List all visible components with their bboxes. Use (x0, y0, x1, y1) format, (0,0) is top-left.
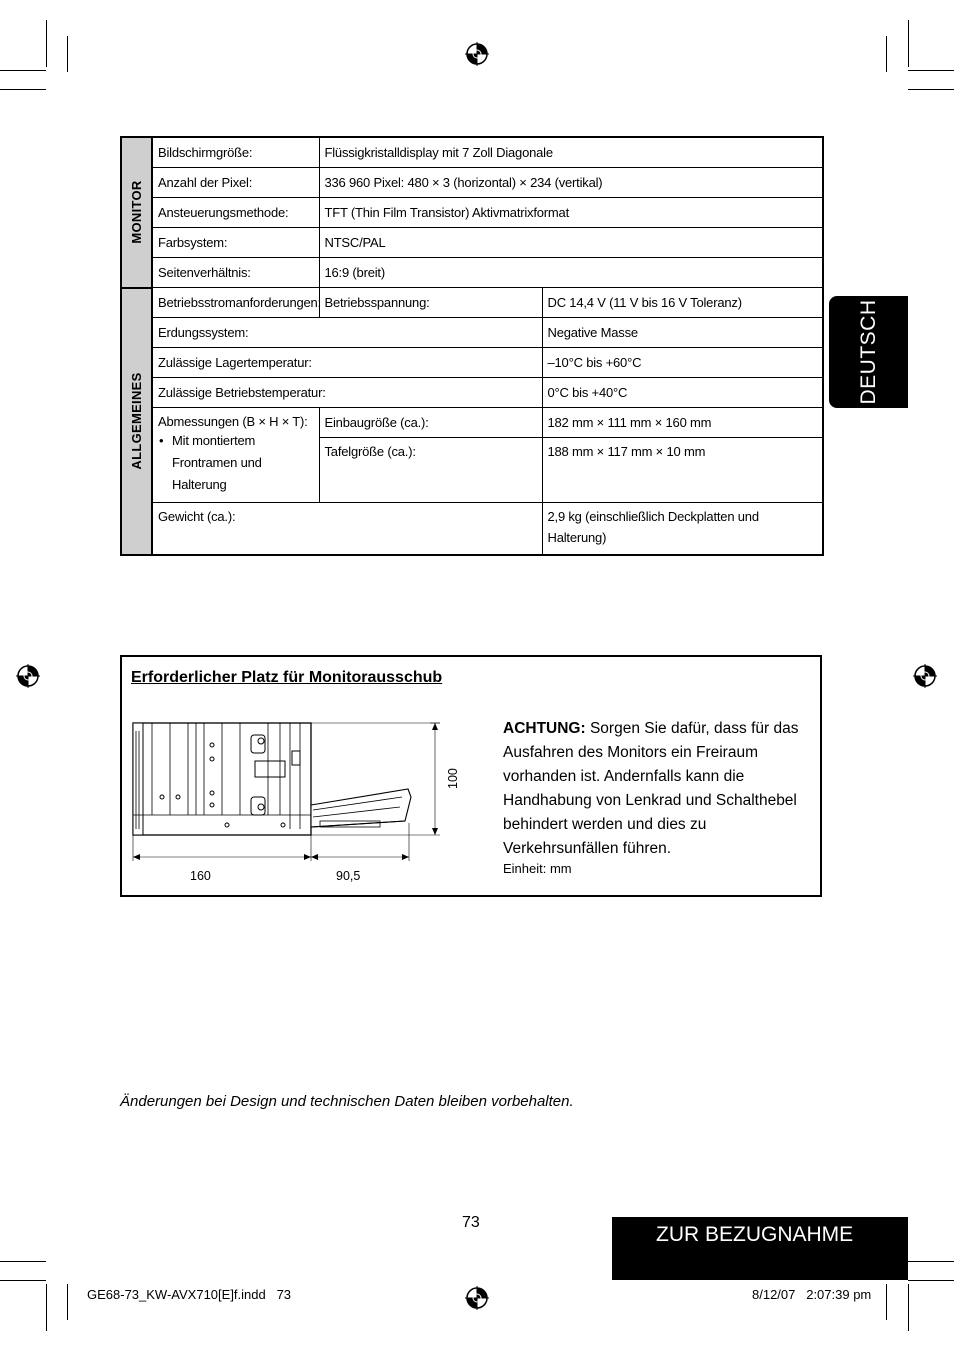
disclaimer-note: Änderungen bei Design und technischen Daten bleiben vorbehalten. (120, 1093, 574, 1110)
list-item: Frontramen und (172, 455, 262, 470)
spec-label-dimensions (152, 408, 319, 503)
warning-text: ACHTUNG: Sorgen Sie dafür, dass für das Ausfahren des Monitors ein Freiraum vorhanden ist. Andernfalls kann die Handhabung von Lenkrad und Schalthebel behindert werden und dies zu Verkehrsunfällen führen. (503, 720, 799, 857)
table-row (121, 168, 823, 198)
spec-label: Zulässige Betriebstemperatur: (152, 378, 542, 408)
spec-value: NTSC/PAL (319, 228, 823, 258)
spec-value: 336 960 Pixel: 480 × 3 (horizontal) × 234 (vertikal) (319, 168, 823, 198)
monitor-clearance-diagram (130, 717, 460, 887)
spec-value: 0°C bis +40°C (542, 378, 823, 408)
spec-value: DC 14,4 V (11 V bis 16 V Toleranz) (542, 288, 823, 318)
spec-label: Betriebsstromanforderungen: (152, 288, 319, 318)
table-row (121, 288, 823, 318)
table-row (121, 503, 823, 556)
spec-sublabel: Einbaugröße (ca.): (319, 408, 542, 438)
spec-value: 2,9 kg (einschließlich Deckplatten und Halterung) (542, 503, 823, 556)
table-row (121, 137, 823, 168)
language-tab (829, 296, 908, 408)
list-item: • Mit montiertem (159, 433, 256, 448)
warning-label: ACHTUNG: (503, 720, 586, 737)
spec-label: Gewicht (ca.): (152, 503, 542, 556)
spec-label: Ansteuerungsmethode: (152, 198, 319, 228)
spec-label: Seitenverhältnis: (152, 258, 319, 288)
dimension-label: 100 (446, 768, 460, 789)
unit-note: Einheit: mm (503, 861, 572, 876)
spec-value: 188 mm × 117 mm × 10 mm (542, 438, 823, 503)
list-item: Halterung (172, 477, 227, 492)
spec-table (120, 136, 824, 556)
spec-sublabel: Tafelgröße (ca.): (319, 438, 542, 503)
box-heading: Erforderlicher Platz für Monitorausschub (131, 669, 443, 686)
registration-mark-icon (465, 1286, 489, 1310)
spec-value: TFT (Thin Film Transistor) Aktivmatrixformat (319, 198, 823, 228)
dimension-label: 160 (190, 869, 211, 883)
table-row (121, 258, 823, 288)
spec-value: –10°C bis +60°C (542, 348, 823, 378)
table-row (121, 348, 823, 378)
table-row (121, 198, 823, 228)
section-label-monitor: MONITOR (128, 180, 144, 244)
section-general (121, 288, 152, 556)
section-tab-reference (612, 1217, 908, 1280)
section-monitor (121, 137, 152, 288)
registration-mark-icon (16, 664, 40, 688)
spec-value: Negative Masse (542, 318, 823, 348)
spec-label: Bildschirmgröße: (152, 137, 319, 168)
section-tab-label: ZUR BEZUGNAHME (656, 1223, 854, 1246)
print-slug-date: 8/12/07 2:07:39 pm (752, 1287, 872, 1302)
table-row (121, 228, 823, 258)
spec-label: Anzahl der Pixel: (152, 168, 319, 198)
section-label-general: ALLGEMEINES (128, 372, 144, 470)
spec-label: Abmessungen (B × H × T): (158, 414, 308, 429)
monitor-clearance-box (120, 655, 822, 897)
table-row (121, 378, 823, 408)
registration-mark-icon (465, 42, 489, 66)
print-slug-file: GE68-73_KW-AVX710[E]f.indd 73 (87, 1287, 292, 1302)
page-number: 73 (462, 1214, 480, 1231)
table-row (121, 318, 823, 348)
spec-label: Erdungssystem: (152, 318, 542, 348)
spec-value: Flüssigkristalldisplay mit 7 Zoll Diagonale (319, 137, 823, 168)
spec-value: 16:9 (breit) (319, 258, 823, 288)
spec-label: Farbsystem: (152, 228, 319, 258)
spec-label: Zulässige Lagertemperatur: (152, 348, 542, 378)
dimension-label: 90,5 (336, 869, 361, 883)
registration-mark-icon (913, 664, 937, 688)
spec-value: 182 mm × 111 mm × 160 mm (542, 408, 823, 438)
table-row (121, 408, 823, 438)
language-tab-label: DEUTSCH (856, 299, 880, 405)
spec-sublabel: Betriebsspannung: (319, 288, 542, 318)
